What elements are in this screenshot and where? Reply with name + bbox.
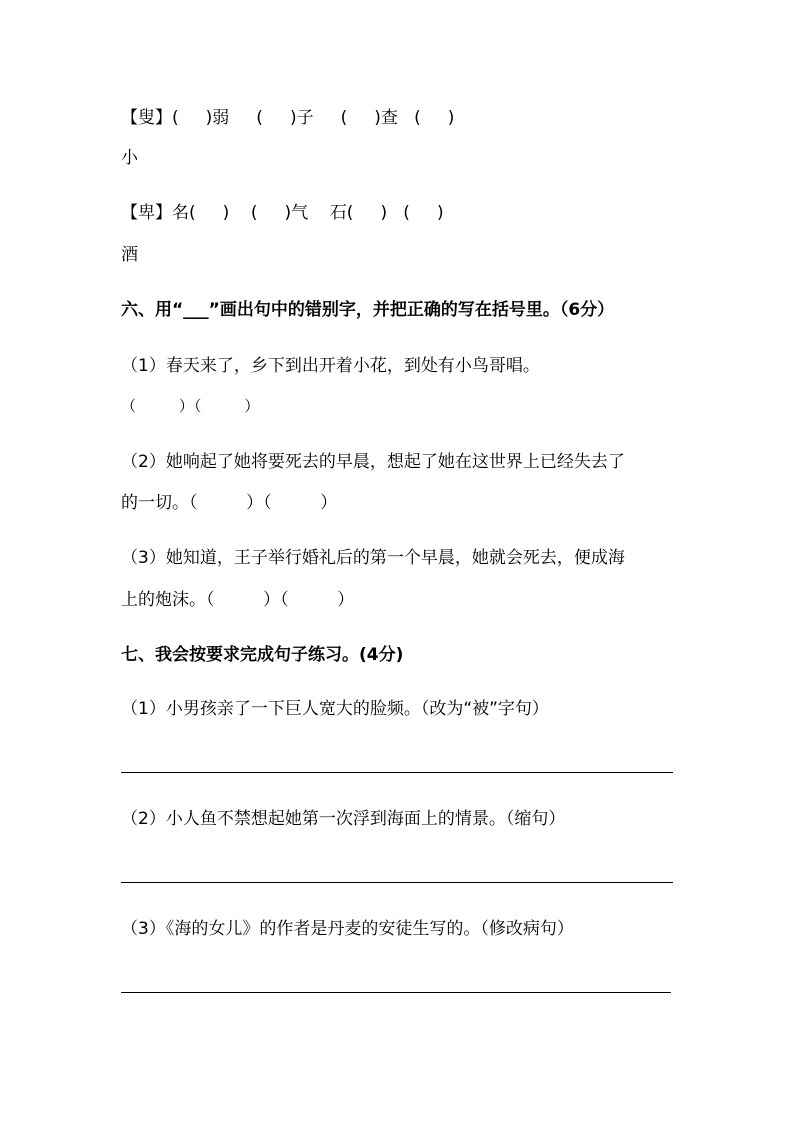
char-group-row-sou: 【叟】( )弱 ( )子 ( )查 ( ) (121, 108, 455, 128)
question6-1-answer-brackets[interactable]: （ ）（ ） (121, 397, 260, 415)
char-group-row-sou-continued: 小 (121, 148, 138, 168)
question6-3-text-continued[interactable]: 上的炮沫。（ ）（ ） (121, 590, 355, 610)
section7-heading: 七、我会按要求完成句子练习。(4分) (121, 645, 404, 665)
question7-1-text: （1）小男孩亲了一下巨人宽大的脸频。（改为“被”字句） (121, 699, 549, 719)
question6-2-text-continued[interactable]: 的一切。（ ）（ ） (121, 493, 338, 513)
question7-3-answer-line[interactable] (121, 992, 671, 993)
question7-2-text: （2）小人鱼不禁想起她第一次浮到海面上的情景。（缩句） (121, 809, 566, 829)
question6-1-text: （1）春天来了，乡下到出开着小花，到处有小鸟哥唱。 (121, 356, 540, 376)
question6-2-text: （2）她响起了她将要死去的早晨，想起了她在这世界上已经失去了 (121, 452, 625, 472)
question6-3-text: （3）她知道，王子举行婚礼后的第一个早晨，她就会死去，便成海 (121, 548, 625, 568)
question7-2-answer-line[interactable] (121, 882, 673, 883)
question7-1-answer-line[interactable] (121, 772, 673, 773)
char-group-row-bei-continued: 酒 (121, 245, 138, 265)
char-group-row-bei: 【卑】名( ) ( )气 石( ) ( ) (121, 203, 444, 223)
question7-3-text: （3）《海的女儿》的作者是丹麦的安徒生写的。（修改病句） (121, 919, 574, 939)
section6-heading: 六、用“___”画出句中的错别字，并把正确的写在括号里。（6分） (121, 300, 615, 320)
